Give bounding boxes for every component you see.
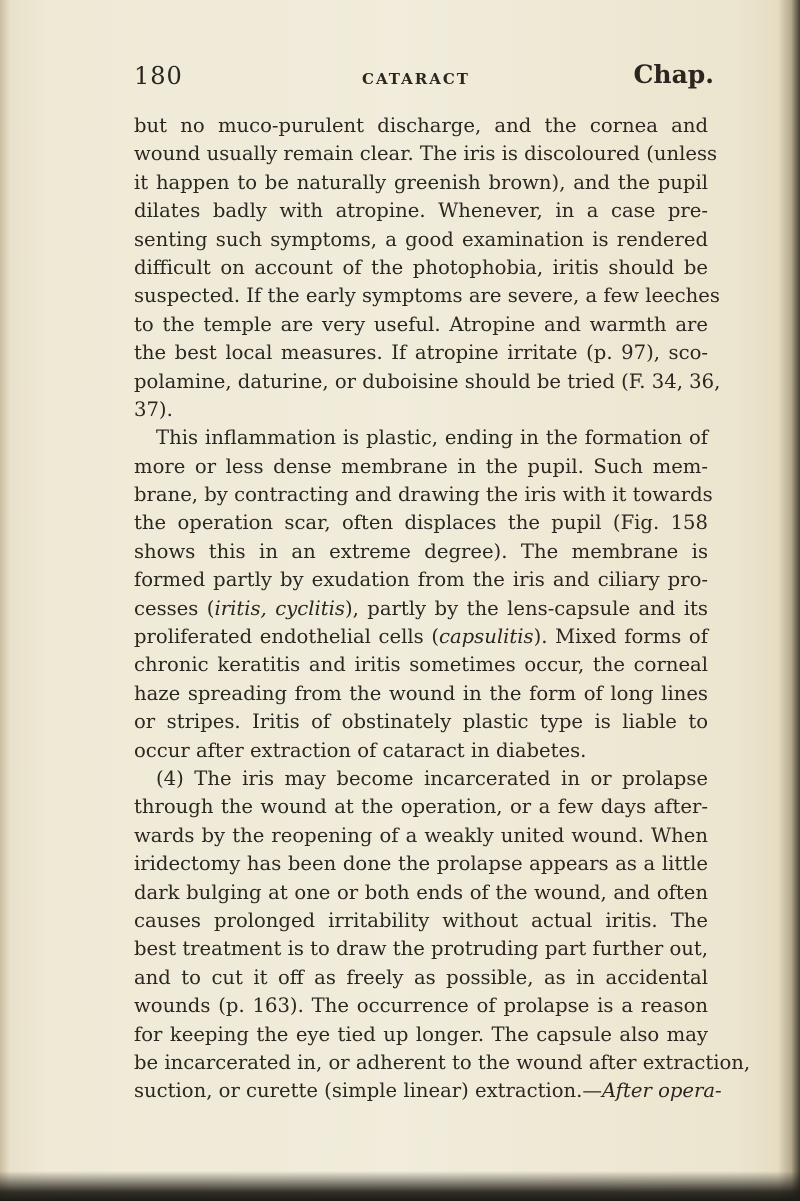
page-bottom-edge	[0, 1171, 800, 1201]
text-line: best treatment is to draw the protruding part further out,	[134, 937, 708, 961]
italic-term: iritis, cyclitis	[214, 596, 345, 620]
page-number: 180	[134, 62, 183, 90]
text-line: This inflammation is plastic, ending in the formation of	[156, 426, 708, 450]
page-left-edge	[0, 0, 10, 1201]
text-line	[134, 1077, 722, 1105]
text-line: dilates badly with atropine. Whenever, in a case pre-	[134, 199, 708, 223]
text-line: the operation scar, often displaces the pupil (Fig. 158	[134, 511, 708, 535]
text-line: formed partly by exudation from the iris and ciliary pro-	[134, 568, 708, 592]
text-run: ). Mixed forms of	[533, 625, 708, 649]
running-head	[134, 60, 714, 100]
text-line: through the wound at the operation, or a few days after-	[134, 795, 708, 819]
text-line: (4) The iris may become incarcerated in or prolapse	[156, 766, 708, 790]
text-line: wards by the reopening of a weakly united wound. When	[134, 823, 708, 847]
text-line	[134, 595, 708, 623]
text-line: shows this in an extreme degree). The membrane is	[134, 539, 708, 563]
text-line: wounds (p. 163). The occurrence of prolapse is a reason	[134, 994, 708, 1018]
body-text	[134, 112, 751, 1106]
italic-term: After opera-	[601, 1079, 722, 1103]
text-line: senting such symptoms, a good examination is rendered	[134, 227, 708, 251]
text-line: occur after extraction of cataract in diabetes.	[134, 738, 587, 762]
text-line: or stripes. Iritis of obstinately plastic type is liable to	[134, 710, 708, 734]
chapter-label: Chap.	[633, 60, 714, 89]
text-line: 37).	[134, 397, 173, 421]
text-line: chronic keratitis and iritis sometimes occur, the corneal	[134, 653, 708, 677]
text-line: be incarcerated in, or adherent to the wound after extraction,	[134, 1050, 751, 1074]
text-line: dark bulging at one or both ends of the wound, and often	[134, 880, 708, 904]
text-line: iridectomy has been done the prolapse appears as a little	[134, 852, 708, 876]
text-line: suspected. If the early symptoms are severe, a few leeches	[134, 284, 720, 308]
running-title: CATARACT	[362, 70, 470, 88]
text-line: causes prolonged irritability without actual iritis. The	[134, 908, 708, 932]
text-run: cesses (	[134, 596, 215, 620]
text-line: to the temple are very useful. Atropine and warmth are	[134, 312, 708, 336]
text-line: haze spreading from the wound in the form of long lines	[134, 681, 708, 705]
text-run: proliferated endothelial cells (	[134, 625, 439, 649]
text-line: wound usually remain clear. The iris is discoloured (unless	[134, 142, 718, 166]
text-run: ), partly by the lens-capsule and its	[344, 596, 708, 620]
text-line: the best local measures. If atropine irritate (p. 97), sco-	[134, 341, 708, 365]
text-line: and to cut it off as freely as possible, as in accidental	[134, 965, 708, 989]
text-line	[134, 623, 708, 651]
italic-term: capsulitis	[438, 625, 534, 649]
text-line: for keeping the eye tied up longer. The capsule also may	[134, 1022, 708, 1046]
text-line: it happen to be naturally greenish brown), and the pupil	[134, 170, 708, 194]
text-line: polamine, daturine, or duboisine should be tried (F. 34, 36,	[134, 369, 721, 393]
spine-shadow	[778, 0, 800, 1201]
text-line: but no muco-purulent discharge, and the cornea and	[134, 114, 708, 137]
text-run: suction, or curette (simple linear) extraction.—	[134, 1079, 602, 1103]
text-line: brane, by contracting and drawing the iris with it towards	[134, 483, 713, 507]
text-line: more or less dense membrane in the pupil. Such mem-	[134, 454, 708, 478]
text-line: difficult on account of the photophobia, iritis should be	[134, 255, 708, 279]
